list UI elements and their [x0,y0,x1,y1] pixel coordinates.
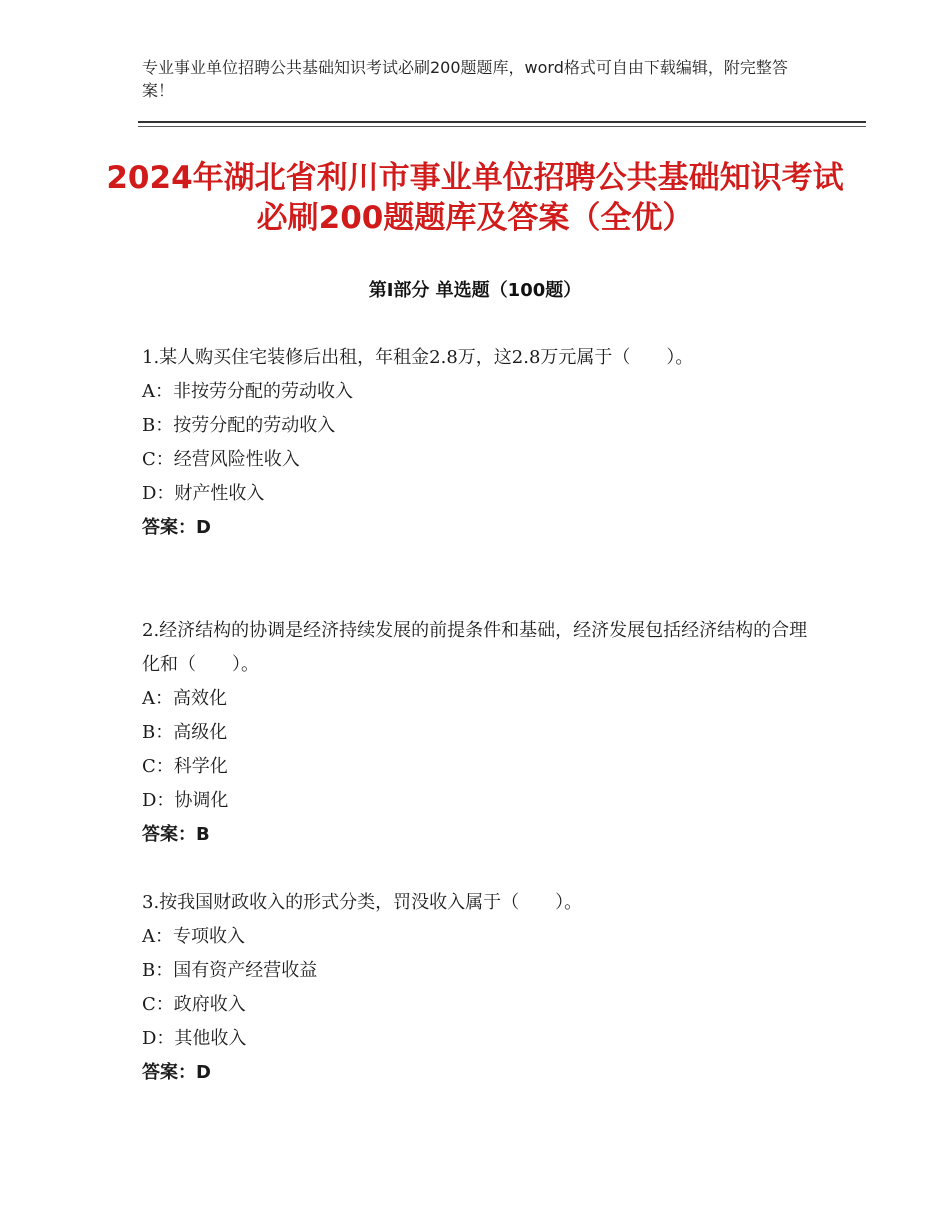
option-a: A：非按劳分配的劳动收入 [142,381,353,402]
answer: 答案：D [142,517,211,538]
answer: 答案：B [142,824,210,845]
option-d: D：财产性收入 [142,483,265,504]
question-stem: 2.经济结构的协调是经济持续发展的前提条件和基础，经济发展包括经济结构的合理化和（ ）。 [142,620,808,675]
option-c: C：经营风险性收入 [142,449,300,470]
question-stem: 3.按我国财政收入的形式分类，罚没收入属于（ ）。 [142,892,583,913]
section-title: 第Ⅰ部分 单选题（100题） [368,280,582,301]
option-b: B：国有资产经营收益 [142,960,318,981]
question-2 [142,614,822,852]
question-3 [142,886,822,1090]
question-stem: 1.某人购买住宅装修后出租，年租金2.8万，这2.8万元属于（ ）。 [142,347,694,368]
option-d: D：其他收入 [142,1028,247,1049]
document-title: 2024年湖北省利川市事业单位招聘公共基础知识考试必刷200题题库及答案（全优） [106,160,844,236]
header-note: 专业事业单位招聘公共基础知识考试必刷200题题库，word格式可自由下载编辑，附完整答案！ [142,58,788,100]
option-a: A：高效化 [142,688,227,709]
header-divider [138,121,866,123]
option-c: C：政府收入 [142,994,246,1015]
question-1 [142,341,822,545]
answer: 答案：D [142,1062,211,1083]
option-b: B：按劳分配的劳动收入 [142,415,336,436]
header-divider-thin [138,126,866,127]
option-d: D：协调化 [142,790,229,811]
option-c: C：科学化 [142,756,228,777]
option-b: B：高级化 [142,722,228,743]
option-a: A：专项收入 [142,926,245,947]
